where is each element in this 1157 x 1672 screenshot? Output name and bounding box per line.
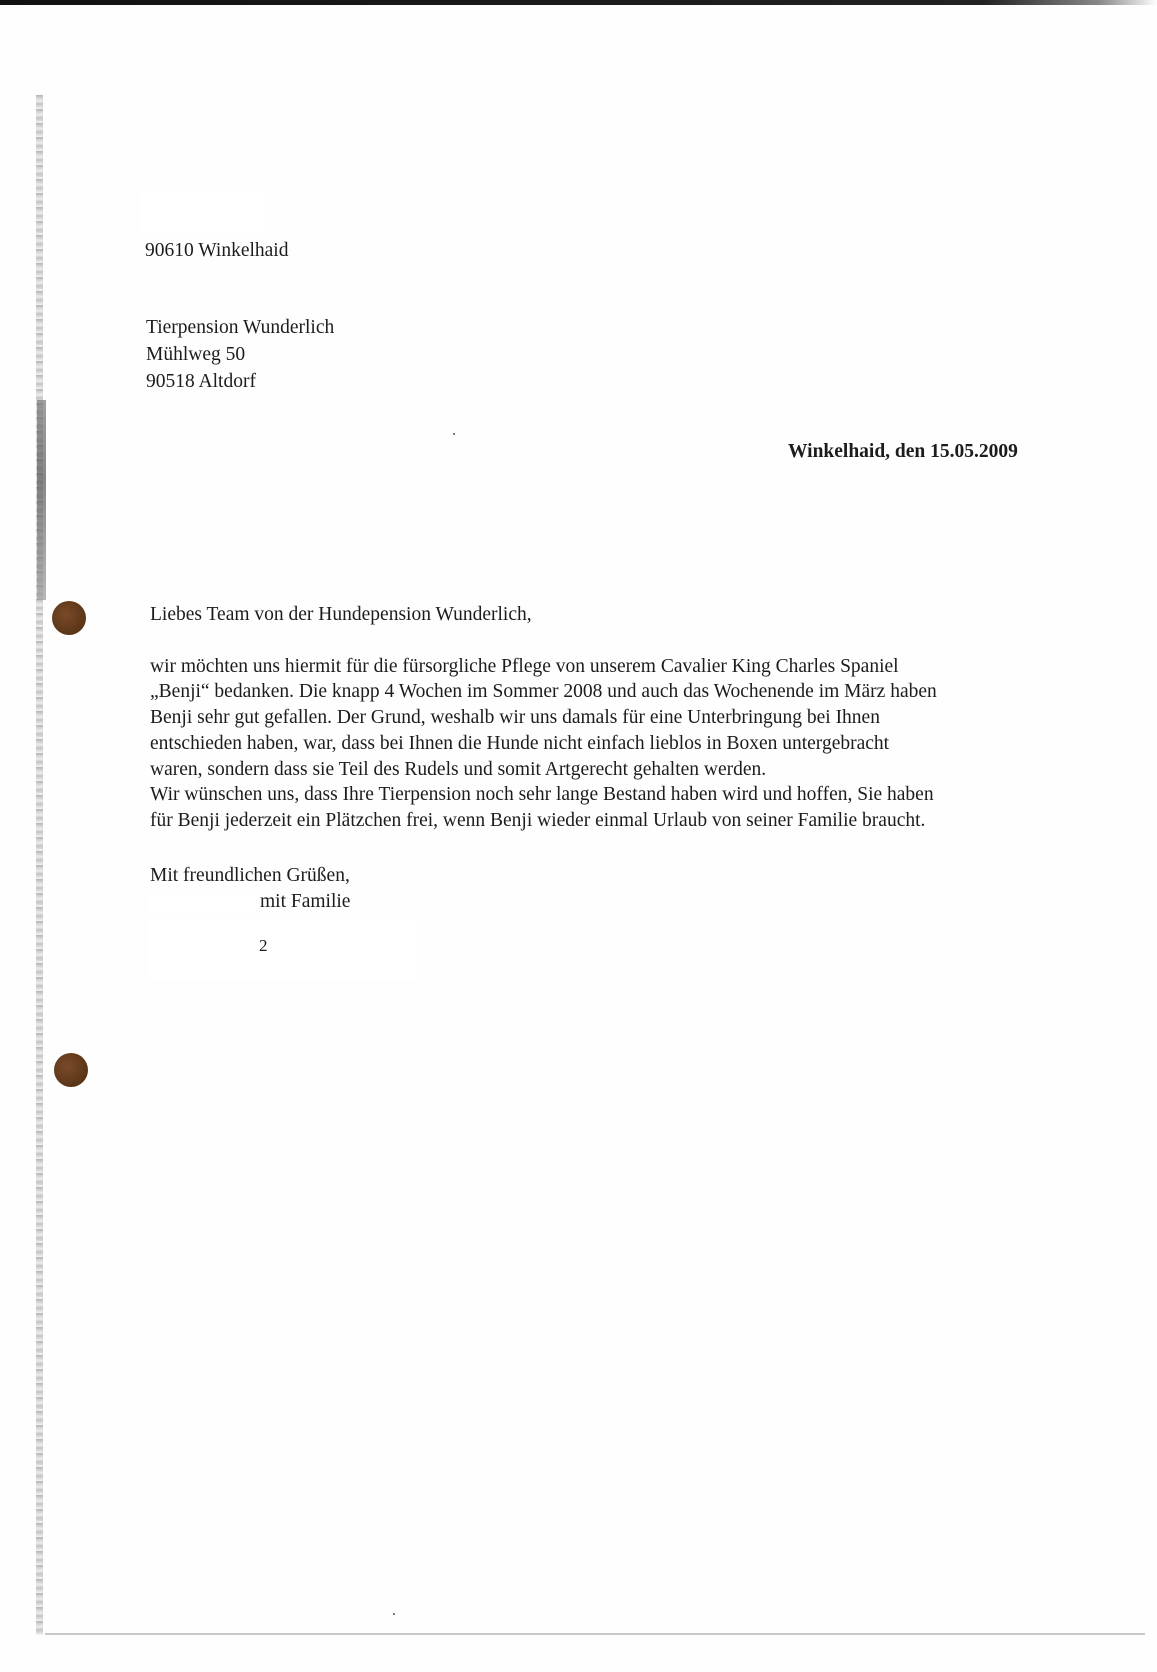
closing: Mit freundlichen Grüßen,: [150, 865, 350, 886]
body-line-7: für Benji jederzeit ein Plätzchen frei, wenn Benji wieder einmal Urlaub von seiner Familie braucht.: [150, 810, 926, 831]
body-line-3: Benji sehr gut gefallen. Der Grund, weshalb wir uns damals für eine Unterbringung bei Ihnen: [150, 707, 880, 728]
signature-suffix: mit Familie: [260, 891, 351, 912]
punch-hole-top: [52, 601, 86, 635]
sender-city: 90610 Winkelhaid: [145, 240, 289, 261]
body-line-2: „Benji“ bedanken. Die knapp 4 Wochen im Sommer 2008 und auch das Wochenende im März haben: [150, 681, 937, 702]
scan-speck: [393, 1613, 395, 1615]
scan-bottom-edge: [45, 1633, 1145, 1635]
body-line-5: waren, sondern dass sie Teil des Rudels und somit Artgerecht gehalten werden.: [150, 759, 767, 780]
scan-left-shadow: [37, 400, 46, 600]
salutation: Liebes Team von der Hundepension Wunderlich,: [150, 604, 532, 625]
recipient-city: 90518 Altdorf: [146, 371, 256, 392]
redacted-sender-name: [140, 190, 265, 235]
body-line-6: Wir wünschen uns, dass Ihre Tierpension noch sehr lange Bestand haben wird und hoffen, Sie haben: [150, 784, 934, 805]
scan-top-edge: [0, 0, 1157, 5]
letter-date: Winkelhaid, den 15.05.2009: [788, 441, 1018, 462]
scan-left-edge: [36, 95, 43, 1635]
recipient-name: Tierpension Wunderlich: [146, 317, 335, 338]
body-line-1: wir möchten uns hiermit für die fürsorgliche Pflege von unserem Cavalier King Charles Spaniel: [150, 656, 899, 677]
punch-hole-bottom: [54, 1053, 88, 1087]
redacted-signature-name: [148, 890, 258, 914]
recipient-street: Mühlweg 50: [146, 344, 246, 365]
signature-fragment: 2: [259, 936, 268, 955]
body-line-4: entschieden haben, war, dass bei Ihnen die Hunde nicht einfach lieblos in Boxen untergebracht: [150, 733, 890, 754]
scan-speck: [453, 433, 455, 435]
redacted-signature-block: [148, 920, 418, 980]
